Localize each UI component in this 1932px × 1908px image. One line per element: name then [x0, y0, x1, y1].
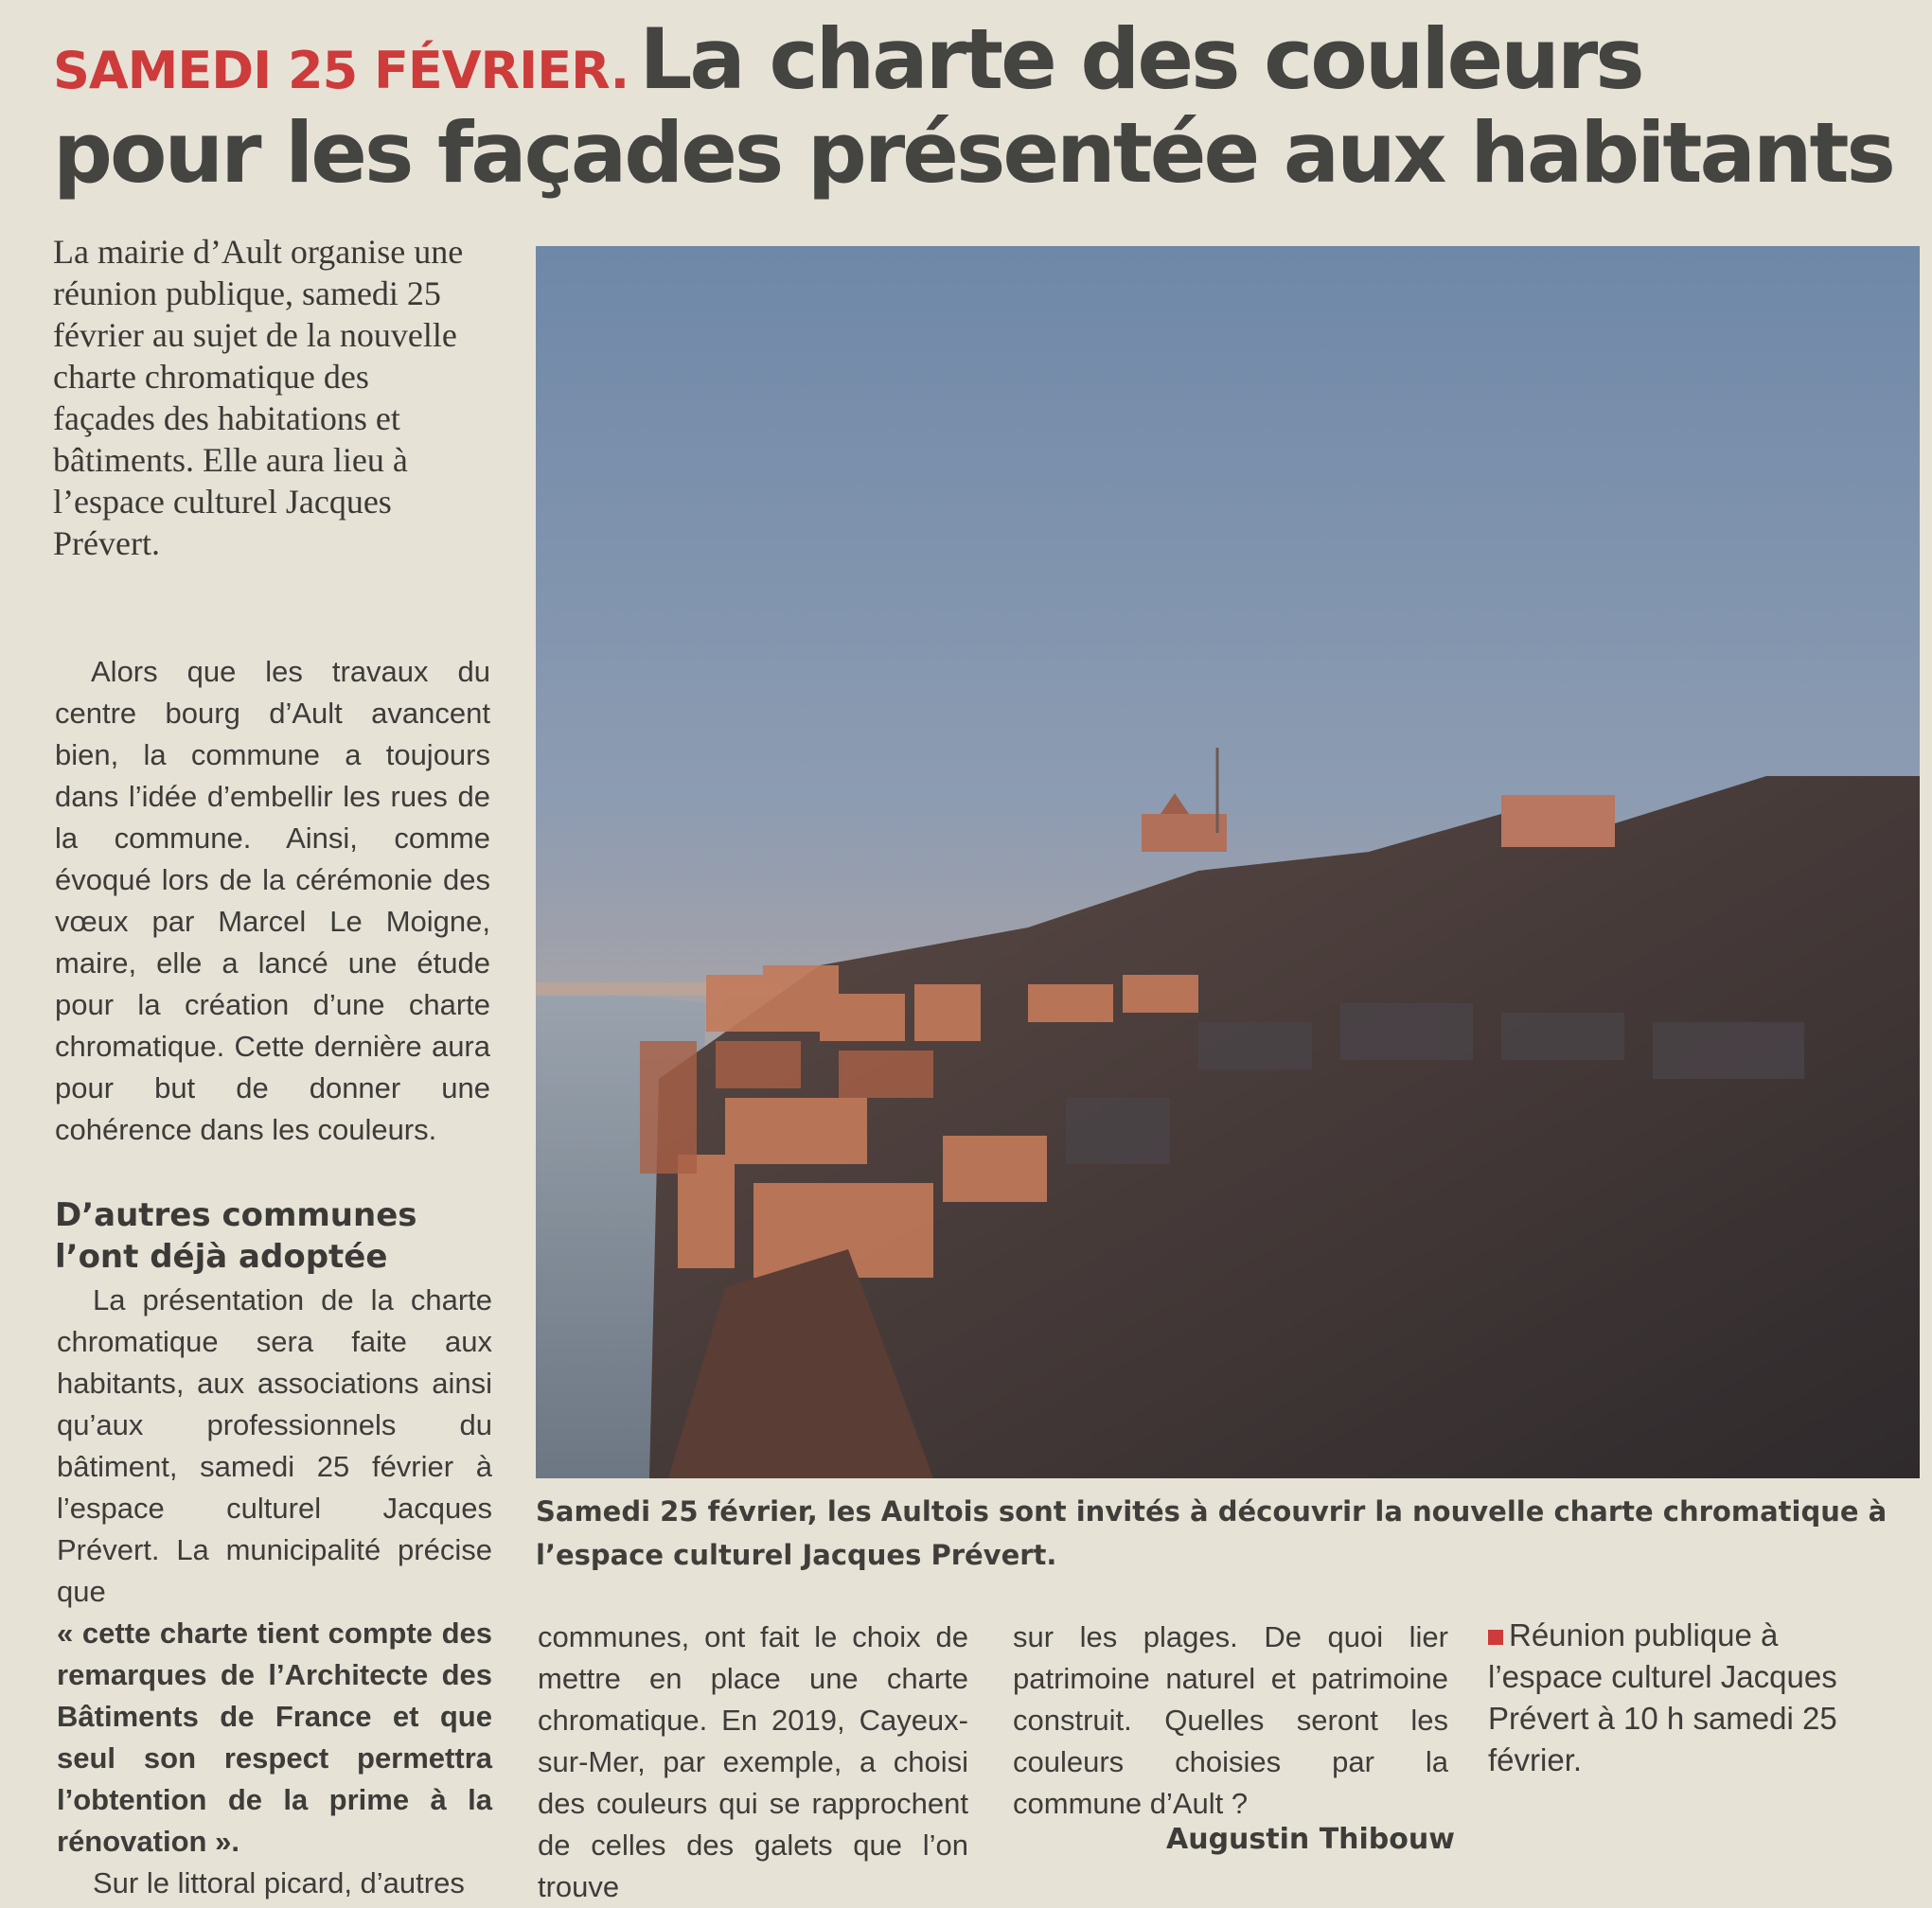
body-paragraph-2: La présentation de la charte chromatique sera faite aux habitants, aux associations ainsi qu’aux professionnels du bâtiment, samedi 25 février à l’espace culturel Jacques Prévert. La municipalité précise que [57, 1283, 492, 1608]
column-2-text: communes, ont fait le choix de mettre en place une charte chromatique. En 2019, Cayeux-sur-Mer, par exemple, a choisi des couleurs qui se rapprochent de celles des galets que l’on trouve [538, 1620, 968, 1903]
column-2 [538, 1616, 968, 1908]
town-on-cliff-photo [536, 246, 1920, 1478]
column-3 [1013, 1616, 1448, 1825]
subheading: D’autres communes l’ont déjà adoptée [55, 1196, 417, 1276]
byline: Augustin Thibouw [1166, 1823, 1455, 1856]
info-box [1488, 1615, 1876, 1781]
lead-paragraph: La mairie d’Ault organise une réunion publique, samedi 25 février au sujet de la nouvelle charte chromatique des façades des habitations et bâtiments. Elle aura lieu à l’espace culturel Jacques Prévert. [53, 233, 464, 562]
quote-paragraph: « cette charte tient compte des remarques de l’Architecte des Bâtiments de France et que seul son respect permettra l’obtention de la prime à la rénovation ». [57, 1616, 492, 1858]
column-1 [55, 651, 490, 1278]
headline [53, 10, 1927, 202]
column-3-text: sur les plages. De quoi lier patrimoine naturel et patrimoine construit. Quelles seront les couleurs choisies par la commune d’Ault ? [1013, 1620, 1448, 1820]
column-1-continued [57, 1280, 492, 1904]
article-photo [536, 246, 1920, 1478]
info-box-text: Réunion publique à l’espace culturel Jacques Prévert à 10 h samedi 25 février. [1488, 1617, 1837, 1777]
photo-caption: Samedi 25 février, les Aultois sont invités à découvrir la nouvelle charte chromatique à l’espace culturel Jacques Prévert. [536, 1495, 1888, 1571]
red-bullet-icon [1488, 1630, 1503, 1645]
body-paragraph-1: Alors que les travaux du centre bourg d’Ault avancent bien, la commune a toujours dans l’idée d’embellir les rues de la commune. Ainsi, comme évoqué lors de la cérémonie des vœux par Marcel Le Moigne, maire, elle a lancé une étude pour la création d’une charte chromatique. Cette dernière aura pour but de donner une cohérence dans les couleurs. [55, 655, 490, 1146]
title-line-2: pour les façades présentée aux habitants [53, 103, 1893, 202]
kicker: SAMEDI 25 FÉVRIER. [53, 41, 629, 100]
title-line-1: La charte des couleurs [639, 10, 1642, 108]
body-paragraph-3-start: Sur le littoral picard, d’autres [93, 1866, 465, 1899]
